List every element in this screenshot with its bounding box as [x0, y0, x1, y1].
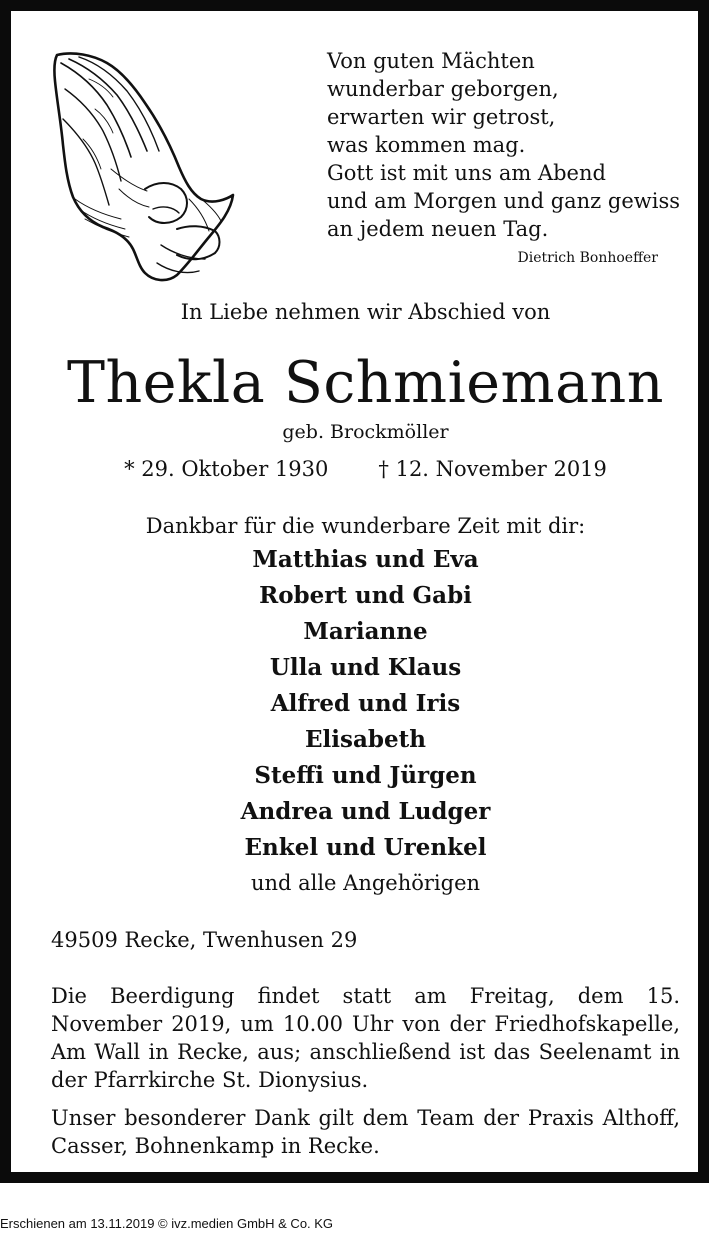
family-member: Ulla und Klaus	[269, 654, 462, 681]
family-member: Enkel und Urenkel	[244, 834, 487, 861]
poem-line: erwarten wir getrost,	[327, 105, 556, 129]
poem-line: wunderbar geborgen,	[327, 77, 559, 101]
intro-line: In Liebe nehmen wir Abschied von	[180, 300, 551, 324]
family-member: Alfred und Iris	[270, 690, 461, 717]
poem-line: und am Morgen und ganz gewiss	[327, 189, 681, 213]
poem-author: Dietrich Bonhoeffer	[517, 250, 658, 266]
thanks-line: Dankbar für die wunderbare Zeit mit dir:	[145, 514, 586, 538]
family-member: Matthias und Eva	[252, 546, 479, 573]
publication-footer: Erschienen am 13.11.2019 © ivz.medien GmbH & Co. KG	[0, 1216, 334, 1231]
death-date: † 12. November 2019	[378, 457, 607, 481]
poem-line: Gott ist mit uns am Abend	[327, 161, 606, 185]
relatives-line: und alle Angehörigen	[250, 871, 481, 895]
poem-line: was kommen mag.	[327, 133, 526, 157]
address: 49509 Recke, Twenhusen 29	[51, 928, 358, 952]
praying-hands-icon	[49, 49, 235, 283]
funeral-notice: Die Beerdigung findet statt am Freitag, dem 15. November 2019, um 10.00 Uhr von der Friedhofskapelle, Am Wall in Recke, aus; anschließend ist das Seelenamt in der Pfarrkirche St. Dionysius.	[51, 984, 680, 1092]
thanks-notice: Unser besonderer Dank gilt dem Team der Praxis Althoff, Casser, Bohnenkamp in Recke.	[51, 1106, 680, 1158]
family-member: Andrea und Ludger	[240, 798, 491, 825]
poem	[327, 47, 687, 243]
family-member: Steffi und Jürgen	[254, 762, 477, 789]
deceased-name: Thekla Schmiemann	[67, 350, 664, 416]
poem-line: an jedem neuen Tag.	[327, 217, 549, 241]
poem-line: Von guten Mächten	[327, 49, 535, 73]
family-member: Elisabeth	[305, 726, 426, 753]
family-member: Robert und Gabi	[259, 582, 472, 609]
family-list	[22, 542, 709, 866]
life-dates	[22, 455, 709, 483]
birth-date: * 29. Oktober 1930	[124, 457, 329, 481]
birth-name: geb. Brockmöller	[282, 421, 449, 443]
family-member: Marianne	[303, 618, 428, 645]
